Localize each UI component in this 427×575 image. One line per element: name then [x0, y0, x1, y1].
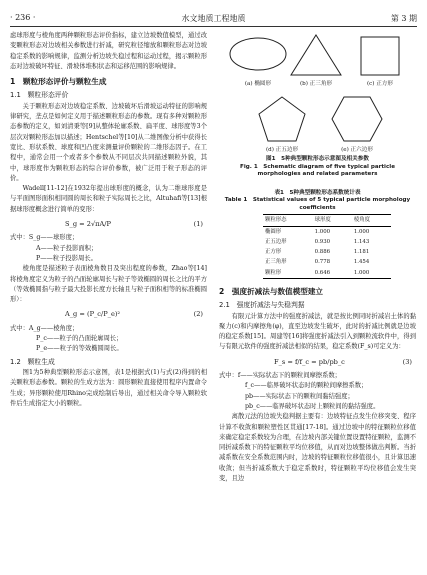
where-line: 式中：A_g——棱角度；: [10, 324, 79, 332]
table-cell: 0.778: [314, 259, 331, 266]
figure-label: (b) 正三角形: [299, 81, 333, 87]
pentagon-shape-icon: [257, 95, 307, 143]
table-cell: 1.181: [353, 249, 370, 256]
intro-paragraph: 虑球形度与棱角度两种颗粒形态评价指标，建立边坡数值模型，通过改变颗粒形态对边坡相关参数进行折减，研究粒径缩放和颗粒形态对边坡稳定系数的影响规律，监测分析边坡失稳过程和运动过程，揭示颗粒形态对边坡破坏特征、滑坡体堆积状态和运移范围的影响规律。: [10, 32, 207, 70]
table-cell: 1.143: [353, 238, 370, 245]
where-line: pb_c——临界破坏状态时上颗粒间的黏结强度。: [245, 402, 380, 410]
table-row: [263, 247, 391, 257]
table-cell: 1.454: [353, 259, 370, 266]
equation-2: [10, 305, 207, 323]
subsection-heading-2-1: 2.1 强度折减法与失稳判据: [219, 301, 305, 310]
where-line: pb——实际状态下的颗粒间黏结强度；: [245, 392, 354, 400]
where-line: P_c——粒子的凸面轮廓周长；: [36, 335, 123, 343]
table-cell: 正方形: [265, 249, 282, 256]
equation-2-formula: A_g = (P_c/P_e)²: [65, 310, 121, 319]
equation-3-number: (3): [402, 357, 412, 366]
equation-1-formula: S_g = 2√πA/P: [65, 220, 111, 229]
section-heading-2: 2 强度折减法与数值模型建立: [219, 287, 324, 296]
table-cell: 正五边形: [265, 238, 287, 245]
table-cell: 1.000: [314, 228, 331, 235]
table-row: [263, 237, 391, 247]
page-number: · 236 ·: [10, 13, 36, 22]
equation-3: [219, 353, 416, 371]
equation-1-number: (1): [193, 220, 203, 229]
table-row: [263, 268, 391, 279]
where-line: 式中：f——实际状态下的颗粒间摩擦系数；: [219, 372, 341, 380]
angularity-paragraph: 棱角度是描述粒子表面棱角数目及突出程度的参数，Zhao等[14]将棱角度定义为粒子的凸面轮廓周长与粒子等效椭圆的周长之比的平方（等效椭圆指与粒子最大投影长度方长轴且与粒子面积相等的标准椭圆形）：: [10, 265, 207, 304]
table-cell: 椭圆形: [265, 228, 282, 235]
right-column: [219, 31, 416, 484]
table-cell: 0.646: [314, 269, 331, 276]
sphericity-paragraph: Wadell[11-12]在1932年提出球形度的概念，认为二维球形度是与平面图形面积相同圆的周长和粒子实际周长之比，Altuhafi等[13]根据球形度概念进行简单的变形：: [10, 185, 207, 213]
generation-paragraph: 图1为5种典型颗粒形态示意图，表1是根据式(1)与式(2)得到的相关颗粒形态参数。颗粒的生成方法为：圆形颗粒直接使用程序内置命令生成；异形颗粒使用Rhino完成绘制后导出，通过相关命令导入颗粒软件后生成指定大小的颗粒。: [10, 368, 207, 407]
table-header: 棱角度: [353, 217, 370, 224]
page-header: [10, 13, 417, 27]
table-cell: 0.886: [314, 249, 331, 256]
figure-caption-cn: 图1 5种典型颗粒形态示意图及相关参数: [266, 156, 369, 162]
triangle-shape-icon: [289, 33, 343, 77]
table-header-row: [263, 215, 391, 226]
table-header: 颗粒形态: [265, 217, 287, 224]
where-line: 式中：S_g——球形度；: [10, 234, 79, 242]
subsection-heading-1-2: 1.2 颗粒生成: [10, 357, 55, 366]
figure-label: (d) 正五边形: [265, 147, 299, 153]
table-cell: 颗粒形: [265, 269, 282, 276]
table-header: 球形度: [314, 217, 331, 224]
left-column: [10, 31, 207, 409]
figure-caption-en: Fig. 1 Schematic diagram of five typical particle morphologies and related parameters: [240, 164, 395, 178]
hexagon-shape-icon: [331, 95, 383, 143]
morphology-table: [263, 214, 391, 279]
where-line: P_e——粒子的等效椭圆周长。: [36, 345, 123, 353]
header-rule: [10, 26, 417, 27]
journal-name: 水文地质工程地质: [181, 14, 246, 23]
equation-2-number: (2): [193, 310, 203, 319]
where-line: P——粒子投影周长。: [36, 254, 97, 262]
where-line: A——粒子投影面积；: [36, 244, 98, 252]
table-cell: 1.000: [353, 228, 370, 235]
table-caption-en: Table 1 Statistical values of 5 typical particle morphology coefficients: [224, 197, 411, 211]
strength-reduction-paragraph: 有限元计算方法中的强度折减法，就是按比例同时折减岩土体的黏聚力(c)和内摩擦角(φ)，直至边坡发生破坏，此时的折减比例就是边坡的稳定系数[15]。周建等[16]将强度折减法引入到颗粒流软件中，得到与有限元软件的强度折减法相似的结果，稳定系数(F_s)可定义为：: [219, 312, 416, 351]
table-caption-cn: 表1 5种典型颗粒形态系数统计表: [274, 190, 361, 196]
subsection-heading-1-1: 1.1 颗粒形态评价: [10, 91, 69, 100]
table-cell: 0.930: [314, 238, 331, 245]
table-cell: 正三角形: [265, 259, 287, 266]
section-heading-1: 1 颗粒形态评价与颗粒生成: [10, 77, 107, 87]
figure-label: (a) 椭圆形: [244, 81, 272, 87]
instability-criterion-paragraph: 离散元法的边坡失稳判据主要有：边坡特征点发生位移突变、程序计算不收敛和颗粒塑性区贯通[17-18]。通过边坡中的特征颗粒位移值来确定稳定系数较为合理，在边坡内部关键位置设置特征颗粒，监测不同折减系数下的特征颗粒平均位移值，从而对边坡整体做出判断。当折减系数在安全系数范围内时，边坡的特征颗粒位移值很小，且计算迅速收敛；但当折减系数大于稳定系数时，特征颗粒平均位移值会发生突变，且边: [219, 413, 416, 483]
morphology-paragraph: 关于颗粒形态对边坡稳定系数、边坡破坏后滑坡运动特征的影响规律研究，垄点是如何定义用于描述颗粒形态的参数。现有多种对颗粒形态参数的定义，如刘清秉等[9]从整体轮廓系数、扁平度、球形度等3个层次对颗粒形态加以描述；Hentschel等[10]从二维图像分析中获得长宽比、形状系数、球度和凹凸度来测量评价颗粒的二维形态因子。在工程中，通常会用一个或者多个参数从不同层次共同描述颗粒外貌，其中，球形度作为颗粒形态的综合评价参数，被广泛用于粒子形态的评价。: [10, 102, 207, 182]
figure-1: [219, 31, 416, 186]
where-line: f_c——临界破坏状态时的颗粒间摩擦系数；: [245, 382, 368, 390]
figure-label: (c) 正方形: [366, 81, 394, 87]
equation-1: [10, 215, 207, 233]
issue-number: 第 3 期: [390, 14, 417, 23]
table-row: [263, 257, 391, 267]
ellipse-shape-icon: [227, 33, 289, 75]
table-row: [263, 226, 391, 237]
equation-3-formula: F_s = f/f_c = pb/pb_c: [274, 357, 345, 366]
square-shape-icon: [359, 35, 401, 77]
figure-label: (e) 正六边形: [341, 147, 373, 153]
table-cell: 1.000: [353, 269, 370, 276]
